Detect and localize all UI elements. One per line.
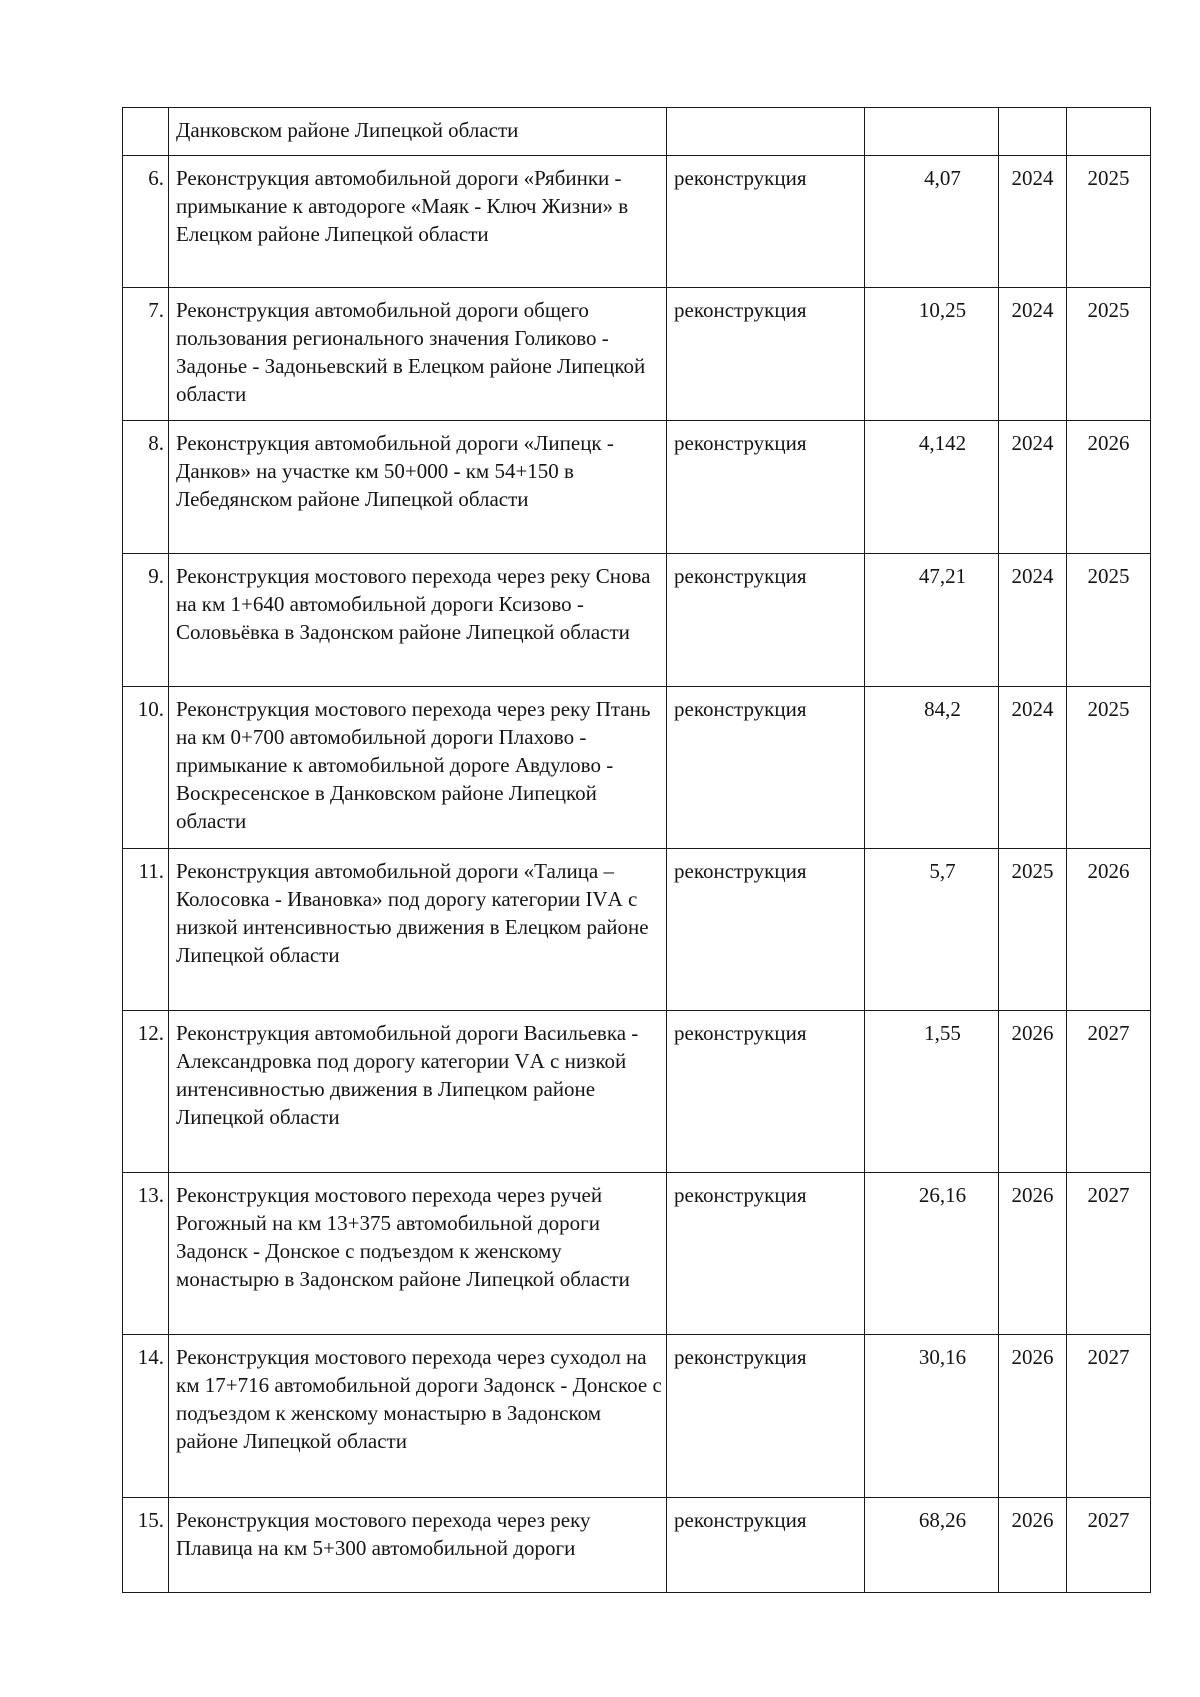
cell-end-year: 2026 xyxy=(1067,849,1151,1011)
cell-start-year: 2026 xyxy=(999,1173,1067,1335)
cell-start-year xyxy=(999,108,1067,156)
cell-object-name: Реконструкция мостового перехода через суходол на км 17+716 автомобильной дороги Задонск - Донское с подъездом к женскому монастырю в Задонском районе Липецкой области xyxy=(169,1335,667,1498)
road-reconstruction-table xyxy=(122,107,1151,1593)
table-row xyxy=(123,554,1151,687)
cell-number: 14. xyxy=(123,1335,169,1498)
cell-number: 15. xyxy=(123,1498,169,1593)
cell-length: 26,16 xyxy=(865,1173,999,1335)
cell-start-year: 2024 xyxy=(999,421,1067,554)
cell-work-type: реконструкция xyxy=(667,1011,865,1173)
cell-length: 30,16 xyxy=(865,1335,999,1498)
cell-length: 4,07 xyxy=(865,156,999,288)
cell-work-type: реконструкция xyxy=(667,687,865,849)
cell-work-type: реконструкция xyxy=(667,421,865,554)
cell-work-type: реконструкция xyxy=(667,288,865,421)
cell-end-year: 2025 xyxy=(1067,687,1151,849)
cell-length xyxy=(865,108,999,156)
cell-start-year: 2024 xyxy=(999,687,1067,849)
table-row xyxy=(123,687,1151,849)
cell-end-year: 2025 xyxy=(1067,288,1151,421)
cell-start-year: 2026 xyxy=(999,1498,1067,1593)
cell-end-year: 2027 xyxy=(1067,1335,1151,1498)
cell-work-type: реконструкция xyxy=(667,156,865,288)
table-row xyxy=(123,1011,1151,1173)
cell-object-name: Реконструкция автомобильной дороги «Талица – Колосовка - Ивановка» под дорогу категории IVА с низкой интенсивностью движения в Елецком районе Липецкой области xyxy=(169,849,667,1011)
cell-object-name: Данковском районе Липецкой области xyxy=(169,108,667,156)
table-row xyxy=(123,156,1151,288)
cell-number: 6. xyxy=(123,156,169,288)
cell-object-name: Реконструкция мостового перехода через ручей Рогожный на км 13+375 автомобильной дороги Задонск - Донское с подъездом к женскому монастырю в Задонском районе Липецкой области xyxy=(169,1173,667,1335)
cell-object-name: Реконструкция мостового перехода через реку Плавица на км 5+300 автомобильной дороги xyxy=(169,1498,667,1593)
table-row-continuation xyxy=(123,108,1151,156)
cell-number: 11. xyxy=(123,849,169,1011)
cell-end-year: 2027 xyxy=(1067,1011,1151,1173)
table-row xyxy=(123,849,1151,1011)
cell-number: 8. xyxy=(123,421,169,554)
cell-length: 47,21 xyxy=(865,554,999,687)
table-row xyxy=(123,288,1151,421)
cell-work-type: реконструкция xyxy=(667,1335,865,1498)
cell-end-year: 2027 xyxy=(1067,1173,1151,1335)
table-row xyxy=(123,1335,1151,1498)
cell-end-year: 2026 xyxy=(1067,421,1151,554)
cell-number xyxy=(123,108,169,156)
cell-object-name: Реконструкция автомобильной дороги Васильевка - Александровка под дорогу категории VА с низкой интенсивностью движения в Липецком районе Липецкой области xyxy=(169,1011,667,1173)
cell-object-name: Реконструкция автомобильной дороги «Липецк - Данков» на участке км 50+000 - км 54+150 в Лебедянском районе Липецкой области xyxy=(169,421,667,554)
cell-start-year: 2024 xyxy=(999,156,1067,288)
table-row xyxy=(123,421,1151,554)
cell-work-type: реконструкция xyxy=(667,849,865,1011)
cell-end-year: 2025 xyxy=(1067,156,1151,288)
cell-object-name: Реконструкция автомобильной дороги «Рябинки - примыкание к автодороге «Маяк - Ключ Жизни» в Елецком районе Липецкой области xyxy=(169,156,667,288)
cell-length: 5,7 xyxy=(865,849,999,1011)
cell-length: 1,55 xyxy=(865,1011,999,1173)
cell-number: 7. xyxy=(123,288,169,421)
cell-length: 84,2 xyxy=(865,687,999,849)
cell-number: 10. xyxy=(123,687,169,849)
cell-number: 13. xyxy=(123,1173,169,1335)
cell-length: 68,26 xyxy=(865,1498,999,1593)
cell-object-name: Реконструкция мостового перехода через реку Птань на км 0+700 автомобильной дороги Плахово - примыкание к автомобильной дороге Авдулово - Воскресенское в Данковском районе Липецкой области xyxy=(169,687,667,849)
cell-length: 4,142 xyxy=(865,421,999,554)
cell-start-year: 2024 xyxy=(999,554,1067,687)
table-row xyxy=(123,1498,1151,1593)
cell-end-year: 2027 xyxy=(1067,1498,1151,1593)
cell-start-year: 2026 xyxy=(999,1335,1067,1498)
cell-work-type: реконструкция xyxy=(667,1498,865,1593)
cell-object-name: Реконструкция автомобильной дороги общего пользования регионального значения Голиково - Задонье - Задоньевский в Елецком районе Липецкой области xyxy=(169,288,667,421)
cell-object-name: Реконструкция мостового перехода через реку Снова на км 1+640 автомобильной дороги Ксизово - Соловьёвка в Задонском районе Липецкой области xyxy=(169,554,667,687)
cell-number: 9. xyxy=(123,554,169,687)
cell-work-type: реконструкция xyxy=(667,554,865,687)
cell-start-year: 2024 xyxy=(999,288,1067,421)
table-row xyxy=(123,1173,1151,1335)
cell-work-type xyxy=(667,108,865,156)
cell-end-year: 2025 xyxy=(1067,554,1151,687)
cell-number: 12. xyxy=(123,1011,169,1173)
cell-end-year xyxy=(1067,108,1151,156)
table-body xyxy=(123,108,1151,1593)
cell-start-year: 2026 xyxy=(999,1011,1067,1173)
cell-start-year: 2025 xyxy=(999,849,1067,1011)
cell-length: 10,25 xyxy=(865,288,999,421)
cell-work-type: реконструкция xyxy=(667,1173,865,1335)
